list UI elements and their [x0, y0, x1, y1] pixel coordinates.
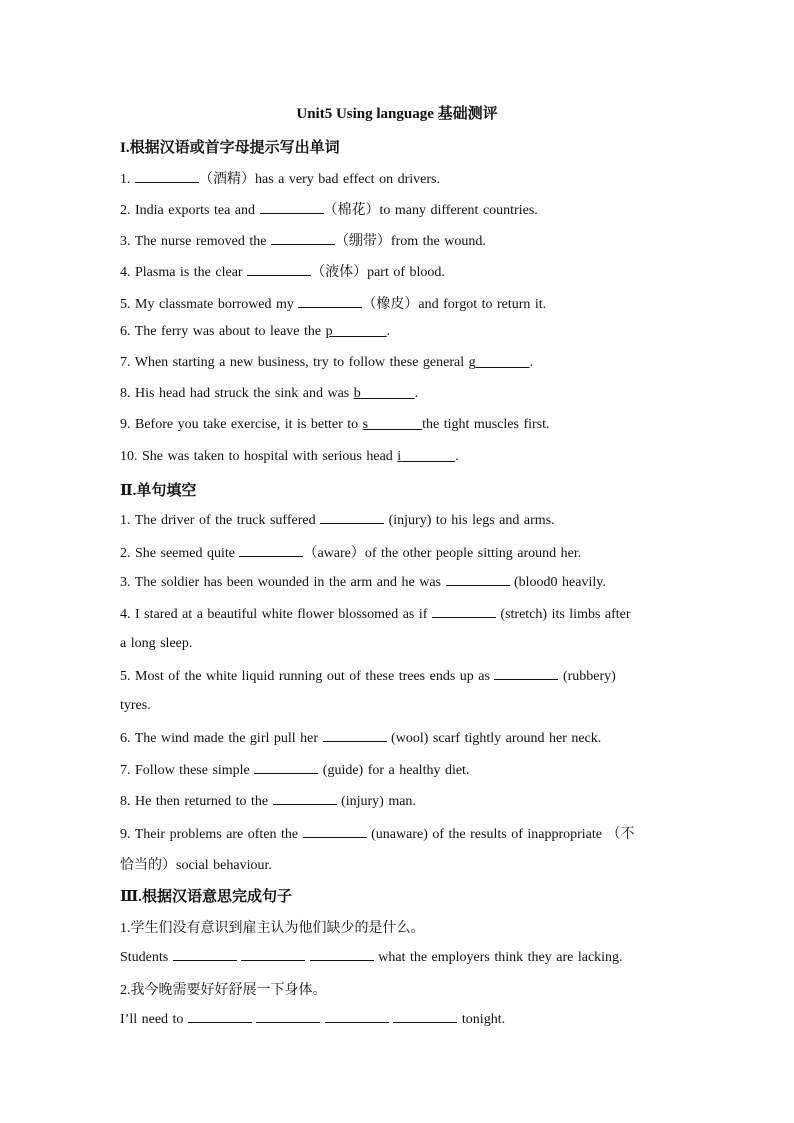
- s3-item-1-english: [120, 948, 676, 966]
- item-number: 2.: [120, 203, 131, 218]
- item-text: .: [414, 386, 419, 401]
- item-text: (unaware) of the results of inappropriate （不: [371, 827, 635, 842]
- item-text: The driver of the truck suffered: [134, 513, 316, 528]
- item-number: 9.: [120, 417, 131, 432]
- answer-blank[interactable]: [363, 417, 422, 432]
- answer-blank[interactable]: [446, 573, 510, 586]
- item-number: 5.: [120, 669, 131, 684]
- s2-item-1: [120, 511, 676, 529]
- answer-blank[interactable]: [320, 511, 384, 524]
- answer-blank[interactable]: [432, 605, 496, 618]
- answer-blank[interactable]: [273, 792, 337, 805]
- item-text: She was taken to hospital with serious head: [142, 449, 393, 464]
- item-text: India exports tea and: [135, 203, 256, 218]
- item-text: （绷带）from the wound.: [334, 234, 486, 249]
- first-letter-hint: b: [353, 386, 361, 401]
- first-letter-hint: g: [468, 355, 476, 370]
- item-text: When starting a new business, try to follow these general: [134, 355, 465, 370]
- s2-item-9-cont: 恰当的）social behaviour.: [120, 858, 272, 873]
- s1-item-1: [120, 168, 676, 188]
- item-text: Follow these simple: [135, 763, 250, 778]
- item-text: the tight muscles first.: [422, 417, 550, 432]
- s1-item-6: [120, 324, 676, 340]
- s2-item-5-cont: tyres.: [120, 698, 151, 713]
- s1-item-2: [120, 199, 676, 219]
- item-text: (guide) for a healthy diet.: [322, 763, 470, 778]
- item-text: The soldier has been wounded in the arm and he was: [134, 575, 441, 590]
- item-text: tonight.: [461, 1012, 506, 1027]
- item-text: .: [455, 449, 459, 464]
- answer-blank[interactable]: [393, 1010, 457, 1023]
- answer-blank[interactable]: [469, 355, 530, 370]
- answer-blank[interactable]: [173, 948, 237, 961]
- s3-item-1-chinese: 1.学生们没有意识到雇主认为他们缺少的是什么。: [120, 921, 425, 936]
- s1-item-4: [120, 261, 676, 281]
- item-text: (stretch) its limbs after: [500, 607, 631, 622]
- answer-blank[interactable]: [323, 729, 387, 742]
- item-text: (injury) man.: [341, 794, 416, 809]
- answer-blank[interactable]: [298, 295, 362, 308]
- item-text: （aware）of the other people sitting around her.: [303, 546, 582, 561]
- item-text: Plasma is the clear: [135, 265, 243, 280]
- s2-item-5: [120, 667, 676, 685]
- first-letter-hint: i: [397, 449, 402, 464]
- page-title: Unit5 Using language 基础测评: [296, 106, 498, 122]
- answer-blank[interactable]: [135, 170, 199, 183]
- item-number: 9.: [120, 827, 131, 842]
- section-2-heading: Ⅱ.单句填空: [120, 483, 197, 499]
- s2-item-4-cont: a long sleep.: [120, 636, 193, 651]
- item-number: 6.: [120, 324, 131, 339]
- item-text: He then returned to the: [135, 794, 269, 809]
- answer-blank[interactable]: [271, 232, 335, 245]
- item-number: 7.: [120, 355, 131, 370]
- answer-blank[interactable]: [354, 386, 415, 401]
- item-number: 1.: [120, 513, 131, 528]
- item-number: 3.: [120, 234, 131, 249]
- item-text: （酒精）has a very bad effect on drivers.: [199, 172, 440, 187]
- item-text: My classmate borrowed my: [135, 297, 294, 312]
- item-number: 10.: [120, 449, 138, 464]
- s3-item-2-chinese: 2.我今晚需要好好舒展一下身体。: [120, 983, 327, 998]
- answer-blank[interactable]: [241, 948, 305, 961]
- s2-item-6: [120, 729, 676, 747]
- section-3-heading: Ⅲ.根据汉语意思完成句子: [120, 889, 293, 905]
- item-text: (injury) to his legs and arms.: [388, 513, 555, 528]
- answer-blank[interactable]: [239, 544, 303, 557]
- answer-blank[interactable]: [326, 324, 387, 339]
- item-text: The wind made the girl pull her: [134, 731, 319, 746]
- answer-blank[interactable]: [256, 1010, 320, 1023]
- answer-blank[interactable]: [254, 761, 318, 774]
- item-number: 2.: [120, 546, 131, 561]
- answer-blank[interactable]: [303, 825, 367, 838]
- item-text: .: [529, 355, 534, 370]
- s1-item-5: [120, 293, 676, 313]
- item-number: 3.: [120, 575, 131, 590]
- item-text: Students: [120, 950, 169, 965]
- item-text: （橡皮）and forgot to return it.: [362, 297, 547, 312]
- s2-item-9: [120, 823, 676, 843]
- s1-item-7: [120, 355, 676, 371]
- item-text: (blood0 heavily.: [514, 575, 606, 590]
- item-number: 8.: [120, 794, 131, 809]
- section-1-heading: I.根据汉语或首字母提示写出单词: [120, 140, 340, 156]
- item-text: She seemed quite: [135, 546, 235, 561]
- s2-item-8: [120, 792, 676, 810]
- item-text: (rubbery): [562, 669, 616, 684]
- answer-blank[interactable]: [310, 948, 374, 961]
- first-letter-hint: p: [325, 324, 333, 339]
- item-text: (wool) scarf tightly around her neck.: [391, 731, 602, 746]
- item-text: what the employers think they are lacking.: [378, 950, 623, 965]
- answer-blank[interactable]: [188, 1010, 252, 1023]
- s2-item-7: [120, 761, 676, 779]
- item-text: I’ll need to: [120, 1012, 184, 1027]
- item-text: I stared at a beautiful white flower blossomed as if: [135, 607, 428, 622]
- s1-item-9: [120, 417, 676, 433]
- answer-blank[interactable]: [260, 201, 324, 214]
- s2-item-4: [120, 605, 676, 623]
- item-number: 4.: [120, 265, 131, 280]
- s1-item-10: [120, 449, 676, 465]
- item-number: 4.: [120, 607, 131, 622]
- first-letter-hint: s: [362, 417, 369, 432]
- item-number: 5.: [120, 297, 131, 312]
- item-text: His head had struck the sink and was: [135, 386, 350, 401]
- item-number: 6.: [120, 731, 131, 746]
- s2-item-3: [120, 573, 676, 591]
- item-text: Most of the white liquid running out of these trees ends up as: [135, 669, 490, 684]
- item-text: .: [386, 324, 391, 339]
- item-text: The ferry was about to leave the: [134, 324, 322, 339]
- s1-item-8: [120, 386, 676, 402]
- item-number: 1.: [120, 172, 131, 187]
- item-number: 8.: [120, 386, 131, 401]
- answer-blank[interactable]: [397, 449, 455, 464]
- item-text: （液体）part of blood.: [311, 265, 445, 280]
- answer-blank[interactable]: [247, 263, 311, 276]
- s1-item-3: [120, 230, 676, 250]
- item-text: The nurse removed the: [134, 234, 267, 249]
- item-text: Before you take exercise, it is better to: [135, 417, 359, 432]
- s2-item-2: [120, 542, 676, 562]
- item-number: 7.: [120, 763, 131, 778]
- item-text: Their problems are often the: [134, 827, 299, 842]
- s3-item-2-english: [120, 1010, 676, 1028]
- item-text: （棉花）to many different countries.: [323, 203, 538, 218]
- answer-blank[interactable]: [494, 667, 558, 680]
- answer-blank[interactable]: [325, 1010, 389, 1023]
